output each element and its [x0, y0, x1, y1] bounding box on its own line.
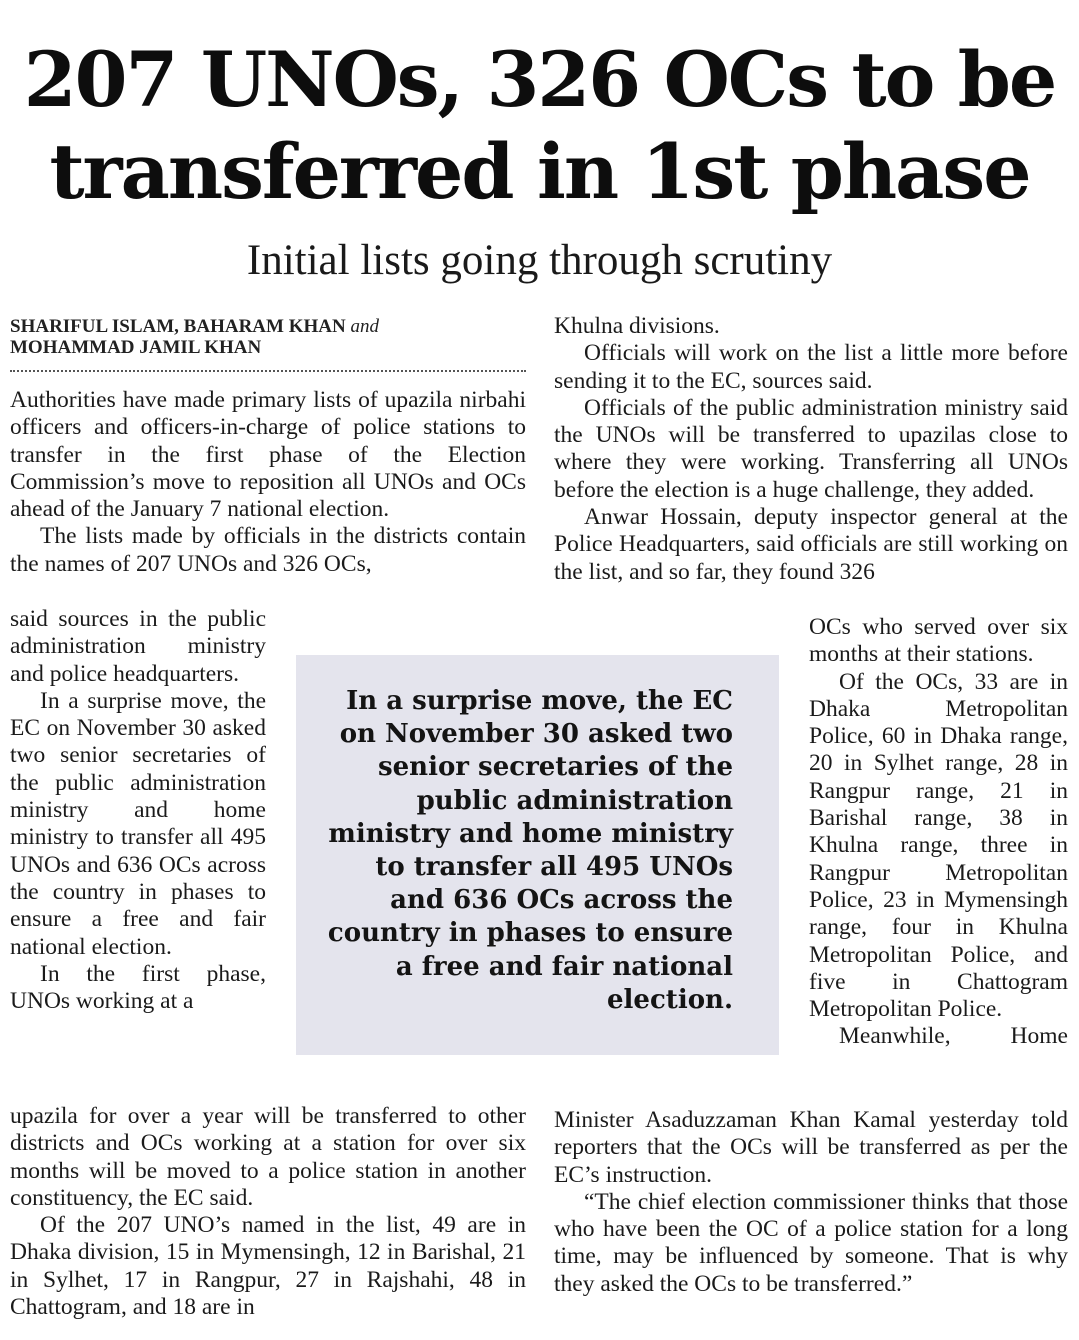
byline-conjunction: and — [350, 316, 379, 337]
left-paragraph-2: The lists made by officials in the districts contain the names of 207 UNOs and 326 OCs, — [10, 523, 526, 577]
left-paragraph-4: In the first phase, UNOs working at a — [10, 960, 266, 1015]
left-paragraph-5: Of the 207 UNO’s named in the list, 49 are in Dhaka division, 15 in Mymensingh, 12 in Barishal, 21 in Sylhet, 17 in Rangpur, 27 in Rajshahi, 48 in Chattogram, and 18 are in — [10, 1212, 526, 1321]
right-column-bottom — [554, 1107, 1068, 1298]
right-paragraph-6-continued: Minister Asaduzzaman Khan Kamal yesterday told reporters that the OCs will be transferred as per the EC’s instruction. — [554, 1107, 1068, 1188]
right-paragraph-2: Officials will work on the list a little more before sending it to the EC, sources said. — [554, 340, 1068, 394]
right-paragraph-6: Meanwhile, Home — [839, 1023, 1068, 1050]
headline-line-1: 207 UNOs, 326 OCs to be — [23, 35, 1056, 124]
right-paragraph-5: Of the OCs, 33 are in Dhaka Metropolitan Police, 60 in Dhaka range, 20 in Sylhet range, 28 in Rangpur range, 21 in Barishal range, 38 in Khulna range, three in Rangpur Metropolitan Police, 23 in Mymensingh range, four in Khulna Metropolitan Police, and five in Chattogram Metropolitan Police. — [809, 668, 1068, 1023]
byline-names-a: SHARIFUL ISLAM, BAHARAM KHAN — [10, 316, 346, 337]
right-paragraph-7: “The chief election commissioner thinks that those who have been the OC of a police station for a long time, may be influenced by someone. That is why they asked the OCs to be transferred.” — [554, 1188, 1068, 1297]
left-column-bottom — [10, 1103, 526, 1321]
left-paragraph-3: In a surprise move, the EC on November 30 asked two senior secretaries of the public administration ministry and home ministry to transfer all 495 UNOs and 636 OCs across the country in phases to ensure a free and fair national election. — [10, 687, 266, 960]
left-paragraph-2-continued: said sources in the public administration ministry and police headquarters. — [10, 606, 266, 687]
left-paragraph-1: Authorities have made primary lists of upazila nirbahi officers and officers-in-charge of police stations to transfer in the first phase of the Election Commission’s move to reposition all UNOs and OCs ahead of the January 7 national election. — [10, 387, 526, 523]
byline — [10, 316, 530, 358]
headline-line-2: transferred in 1st phase — [49, 127, 1030, 216]
right-paragraph-4-continued: OCs who served over six months at their stations. — [809, 614, 1068, 668]
pull-quote: In a surprise move, the EC on November 30 asked two senior secretaries of the public administration ministry and home ministry to transfer all 495 UNOs and 636 OCs across the country in phases to ensure a free and fair national election. — [296, 655, 779, 1055]
left-column-narrow — [10, 606, 266, 1015]
right-paragraph-3: Officials of the public administration ministry said the UNOs will be transferred to upazilas close to where they were working. Transferring all UNOs before the election is a huge challenge, they added. — [554, 394, 1068, 503]
byline-names-b: MOHAMMAD JAMIL KHAN — [10, 337, 262, 358]
right-column-narrow — [809, 614, 1068, 1051]
left-paragraph-4-continued: upazila for over a year will be transferred to other districts and OCs working at a station for over six months will be moved to a police station in another constituency, the EC said. — [10, 1103, 526, 1211]
right-paragraph-1: Khulna divisions. — [554, 313, 720, 339]
right-column-top — [554, 313, 1068, 586]
subheadline: Initial lists going through scrutiny — [246, 237, 833, 284]
byline-divider — [10, 370, 526, 372]
right-paragraph-4: Anwar Hossain, deputy inspector general at the Police Headquarters, said officials are still working on the list, and so far, they found 326 — [554, 504, 1068, 585]
headline — [0, 34, 1079, 218]
left-column-top — [10, 387, 526, 578]
